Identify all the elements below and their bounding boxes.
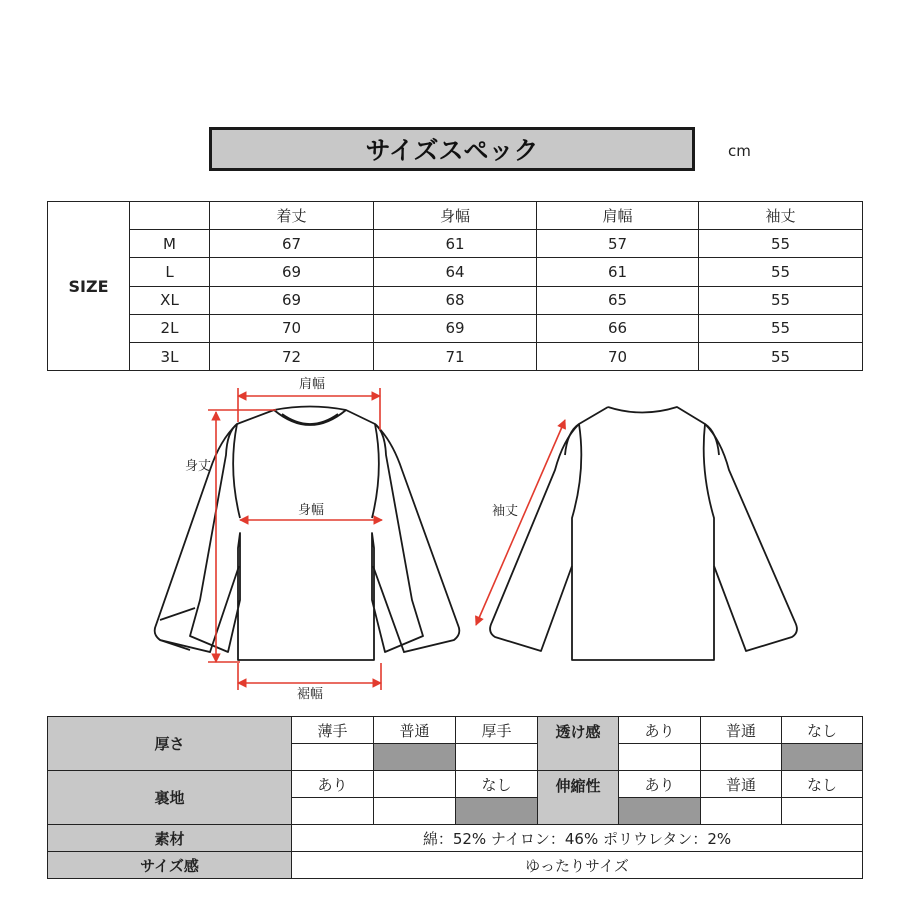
material-label: 素材	[48, 825, 292, 852]
spec-row-thickness	[48, 717, 863, 744]
stretch-label: 伸縮性	[538, 771, 619, 825]
column-header: 身幅	[374, 202, 537, 230]
size-value: 70	[210, 314, 374, 342]
thickness-option: 薄手	[292, 717, 374, 744]
stretch-option: なし	[782, 771, 863, 798]
size-value: 70	[537, 342, 699, 370]
lining-option: なし	[456, 771, 538, 798]
indicator-cell	[292, 744, 374, 771]
size-value: 72	[210, 342, 374, 370]
size-name: L	[130, 258, 210, 286]
front-shirt-illustration	[160, 407, 423, 661]
size-value: 66	[537, 314, 699, 342]
indicator-cell	[374, 798, 456, 825]
indicator-cell	[456, 744, 538, 771]
stretch-option: あり	[619, 771, 701, 798]
size-name: XL	[130, 286, 210, 314]
fit-value: ゆったりサイズ	[292, 852, 863, 879]
hem-width-label: 裾幅	[296, 687, 324, 702]
sheer-option: 普通	[701, 717, 782, 744]
spec-row-fit	[48, 852, 863, 879]
size-value: 61	[374, 230, 537, 258]
size-row-header: SIZE	[48, 202, 130, 371]
lining-label: 裏地	[48, 771, 292, 825]
body-length-label: 身丈	[184, 459, 212, 474]
size-value: 68	[374, 286, 537, 314]
spec-row-lining	[48, 771, 863, 798]
size-value: 55	[699, 258, 863, 286]
column-header: 着丈	[210, 202, 374, 230]
thickness-option: 普通	[374, 717, 456, 744]
size-value: 55	[699, 342, 863, 370]
size-name: 2L	[130, 314, 210, 342]
size-value: 57	[537, 230, 699, 258]
size-value: 64	[374, 258, 537, 286]
size-value: 71	[374, 342, 537, 370]
indicator-cell-selected	[782, 744, 863, 771]
indicator-cell-selected	[619, 798, 701, 825]
column-header: 袖丈	[699, 202, 863, 230]
size-value: 55	[699, 286, 863, 314]
spec-table	[47, 716, 863, 879]
back-shirt-illustration	[490, 407, 797, 660]
size-name: M	[130, 230, 210, 258]
sleeve-length-arrow	[476, 420, 565, 625]
material-value: 綿：52% ナイロン：46% ポリウレタン：2%	[292, 825, 863, 852]
size-value: 69	[374, 314, 537, 342]
sheer-label: 透け感	[538, 717, 619, 771]
fit-label: サイズ感	[48, 852, 292, 879]
unit-label: cm	[728, 142, 751, 160]
indicator-cell-selected	[456, 798, 538, 825]
size-value: 55	[699, 230, 863, 258]
indicator-cell	[782, 798, 863, 825]
size-value: 55	[699, 314, 863, 342]
size-value: 69	[210, 286, 374, 314]
stretch-option: 普通	[701, 771, 782, 798]
lining-option: あり	[292, 771, 374, 798]
spec-row-material	[48, 825, 863, 852]
size-value: 61	[537, 258, 699, 286]
shoulder-width-label: 肩幅	[298, 377, 326, 392]
page-title: サイズスペック	[209, 127, 695, 171]
lining-option	[374, 771, 456, 798]
thickness-option: 厚手	[456, 717, 538, 744]
size-value: 69	[210, 258, 374, 286]
indicator-cell	[701, 744, 782, 771]
indicator-cell-selected	[374, 744, 456, 771]
sheer-option: あり	[619, 717, 701, 744]
size-value: 67	[210, 230, 374, 258]
indicator-cell	[292, 798, 374, 825]
size-value: 65	[537, 286, 699, 314]
body-width-label: 身幅	[297, 503, 325, 518]
thickness-label: 厚さ	[48, 717, 292, 771]
column-header: 肩幅	[537, 202, 699, 230]
sleeve-length-label: 袖丈	[491, 504, 519, 519]
indicator-cell	[701, 798, 782, 825]
sheer-option: なし	[782, 717, 863, 744]
indicator-cell	[619, 744, 701, 771]
size-name: 3L	[130, 342, 210, 370]
